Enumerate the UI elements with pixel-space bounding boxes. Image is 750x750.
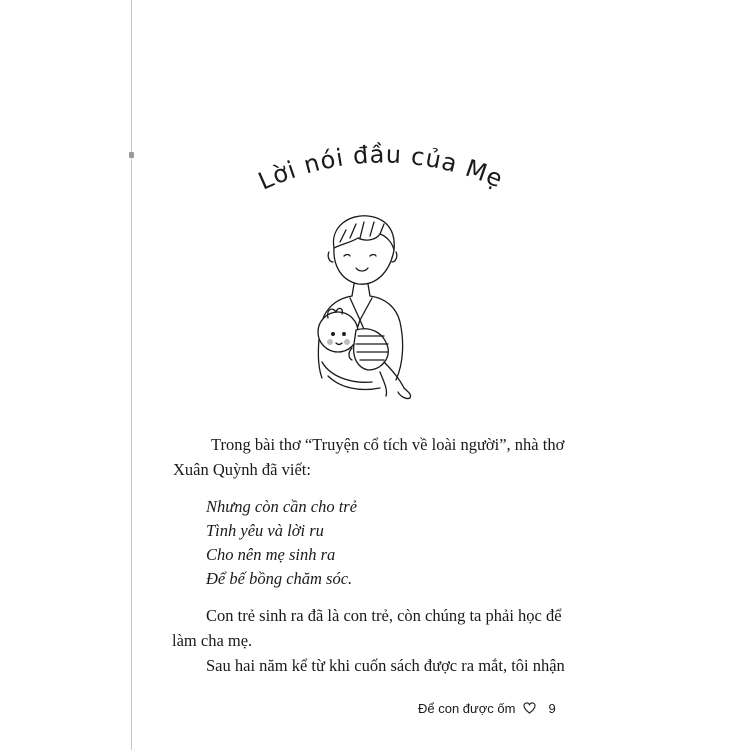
heart-outline-icon bbox=[523, 702, 536, 714]
chapter-title bbox=[250, 130, 510, 200]
chapter-title-text: Lời nói đầu của Mẹ bbox=[254, 140, 508, 196]
paragraph-1-line-1: Trong bài thơ “Truyện cổ tích về loài người”, nhà thơ bbox=[211, 435, 565, 454]
page-number: 9 bbox=[548, 700, 556, 716]
poem-line-4: Để bế bồng chăm sóc. bbox=[206, 569, 353, 588]
paragraph-2-line-2: làm cha mẹ. bbox=[172, 631, 253, 650]
paragraph-1-line-2: Xuân Quỳnh đã viết: bbox=[173, 460, 311, 479]
mother-holding-baby-illustration bbox=[300, 212, 422, 408]
page-spine-mark bbox=[129, 152, 134, 158]
page-spine-line bbox=[131, 0, 132, 750]
poem-line-3: Cho nên mẹ sinh ra bbox=[206, 545, 336, 564]
mother-holding-baby-icon bbox=[300, 212, 422, 408]
poem-line-2: Tình yêu và lời ru bbox=[206, 521, 324, 540]
chapter-title-arc bbox=[250, 130, 510, 200]
paragraph-3-line-1: Sau hai năm kể từ khi cuốn sách được ra mắt, tôi nhận bbox=[206, 656, 565, 675]
footer-book-title: Để con được ốm bbox=[418, 700, 516, 716]
paragraph-2-line-1: Con trẻ sinh ra đã là con trẻ, còn chúng ta phải học để bbox=[206, 606, 562, 625]
poem-line-1: Nhưng còn cần cho trẻ bbox=[206, 497, 358, 516]
page-footer bbox=[418, 698, 556, 718]
